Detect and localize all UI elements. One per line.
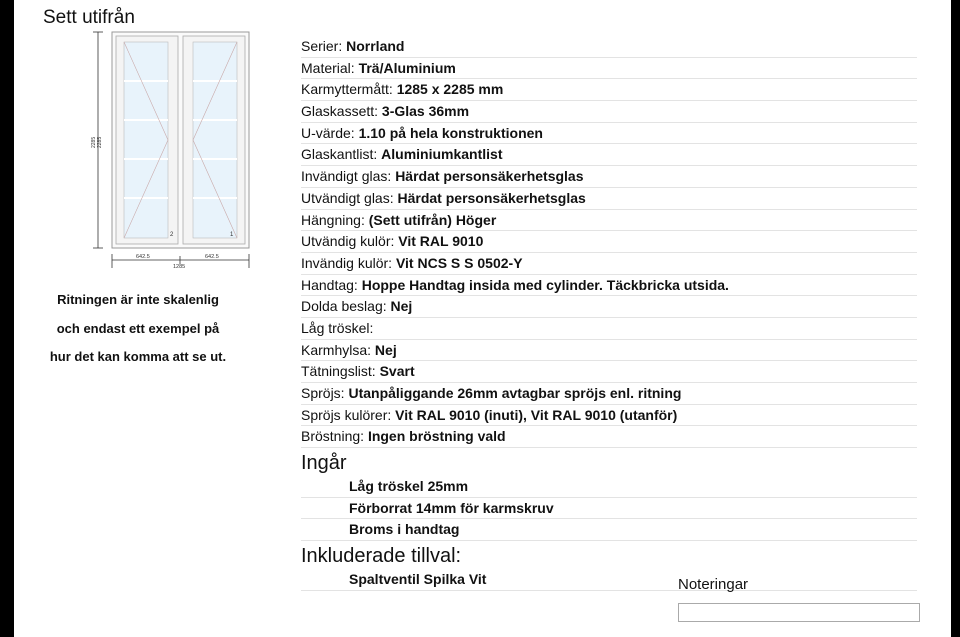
spec-value: Svart bbox=[379, 363, 415, 380]
spec-list bbox=[301, 36, 917, 591]
spec-row bbox=[301, 361, 917, 383]
spec-value: Vit NCS S S 0502-Y bbox=[395, 254, 523, 271]
notes-input[interactable] bbox=[678, 603, 920, 622]
spec-value: Trä/Aluminium bbox=[358, 59, 456, 76]
spec-value: Nej bbox=[390, 298, 413, 315]
spec-label: Invändig kulör: bbox=[301, 254, 393, 271]
spec-row bbox=[301, 188, 917, 210]
spec-label: Handtag: bbox=[301, 276, 358, 293]
spec-row bbox=[301, 58, 917, 80]
spec-label: U-värde: bbox=[301, 124, 355, 141]
spec-value: Nej bbox=[374, 341, 397, 358]
product-spec-page bbox=[14, 0, 951, 637]
spec-row bbox=[301, 275, 917, 297]
spec-row bbox=[301, 144, 917, 166]
spec-value: Härdat personsäkerhetsglas bbox=[397, 189, 586, 206]
spec-value: Vit RAL 9010 bbox=[398, 233, 484, 250]
width-left-label: 642.5 bbox=[136, 254, 150, 260]
height-label-1: 2285 bbox=[91, 136, 97, 148]
included-title: Ingår bbox=[301, 452, 347, 475]
drawing-disclaimer: Ritningen är inte skalenlig och endast ett exempel på hur det kan komma att se ut. bbox=[49, 292, 227, 364]
spec-row bbox=[301, 123, 917, 145]
height-label-2: 2285 bbox=[97, 136, 103, 148]
spec-row bbox=[301, 426, 917, 448]
options-title: Inkluderade tillval: bbox=[301, 545, 462, 568]
spec-label: Material: bbox=[301, 59, 355, 76]
spec-label: Hängning: bbox=[301, 211, 365, 228]
spec-label: Låg tröskel: bbox=[301, 319, 374, 336]
notes-label: Noteringar bbox=[678, 576, 749, 593]
spec-row bbox=[301, 296, 917, 318]
spec-row bbox=[301, 210, 917, 232]
spec-row bbox=[301, 318, 917, 340]
spec-value: Aluminiumkantlist bbox=[381, 146, 503, 163]
spec-label: Tätningslist: bbox=[301, 363, 376, 380]
spec-value: Norrland bbox=[346, 38, 405, 54]
spec-value: Vit RAL 9010 (inuti), Vit RAL 9010 (utanför) bbox=[395, 406, 678, 423]
option-item: Spaltventil Spilka Vit bbox=[301, 569, 917, 591]
width-right-label: 642.5 bbox=[205, 254, 219, 260]
sash-number-right: 1 bbox=[230, 232, 234, 238]
spec-row bbox=[301, 383, 917, 405]
spec-row bbox=[301, 166, 917, 188]
width-total-label: 1285 bbox=[173, 264, 186, 270]
included-item: Låg tröskel 25mm bbox=[301, 476, 917, 498]
included-item: Broms i handtag bbox=[301, 519, 917, 541]
door-drawing bbox=[90, 28, 250, 276]
spec-value: Hoppe Handtag insida med cylinder. Täckbricka utsida. bbox=[361, 276, 729, 293]
spec-row bbox=[301, 405, 917, 427]
spec-label: Spröjs: bbox=[301, 385, 345, 401]
spec-label: Dolda beslag: bbox=[301, 298, 387, 315]
sash-number-left: 2 bbox=[170, 232, 174, 238]
spec-value: 3-Glas 36mm bbox=[381, 103, 470, 120]
spec-row bbox=[301, 101, 917, 123]
spec-label: Utvändig kulör: bbox=[301, 233, 395, 250]
spec-value: Ingen bröstning vald bbox=[367, 428, 506, 445]
spec-label: Serier: bbox=[301, 38, 343, 54]
included-item: Förborrat 14mm för karmskruv bbox=[301, 498, 917, 520]
spec-row bbox=[301, 340, 917, 362]
spec-label: Karmhylsa: bbox=[301, 341, 372, 358]
spec-label: Spröjs kulörer: bbox=[301, 406, 392, 423]
spec-value: Utanpåliggande 26mm avtagbar spröjs enl. ritning bbox=[348, 385, 682, 401]
spec-label: Utvändigt glas: bbox=[301, 189, 394, 206]
view-title: Sett utifrån bbox=[43, 7, 135, 28]
spec-value: 1.10 på hela konstruktionen bbox=[358, 124, 543, 141]
spec-row bbox=[301, 79, 917, 101]
spec-label: Glaskantlist: bbox=[301, 146, 378, 163]
spec-label: Glaskassett: bbox=[301, 103, 379, 120]
spec-row bbox=[301, 36, 917, 58]
spec-label: Karmyttermått: bbox=[301, 81, 393, 98]
spec-row bbox=[301, 231, 917, 253]
spec-value: 1285 x 2285 mm bbox=[396, 81, 504, 98]
spec-value: Härdat personsäkerhetsglas bbox=[395, 168, 584, 185]
spec-value: (Sett utifrån) Höger bbox=[368, 211, 497, 228]
spec-label: Bröstning: bbox=[301, 428, 365, 445]
spec-row bbox=[301, 253, 917, 275]
spec-label: Invändigt glas: bbox=[301, 168, 392, 185]
